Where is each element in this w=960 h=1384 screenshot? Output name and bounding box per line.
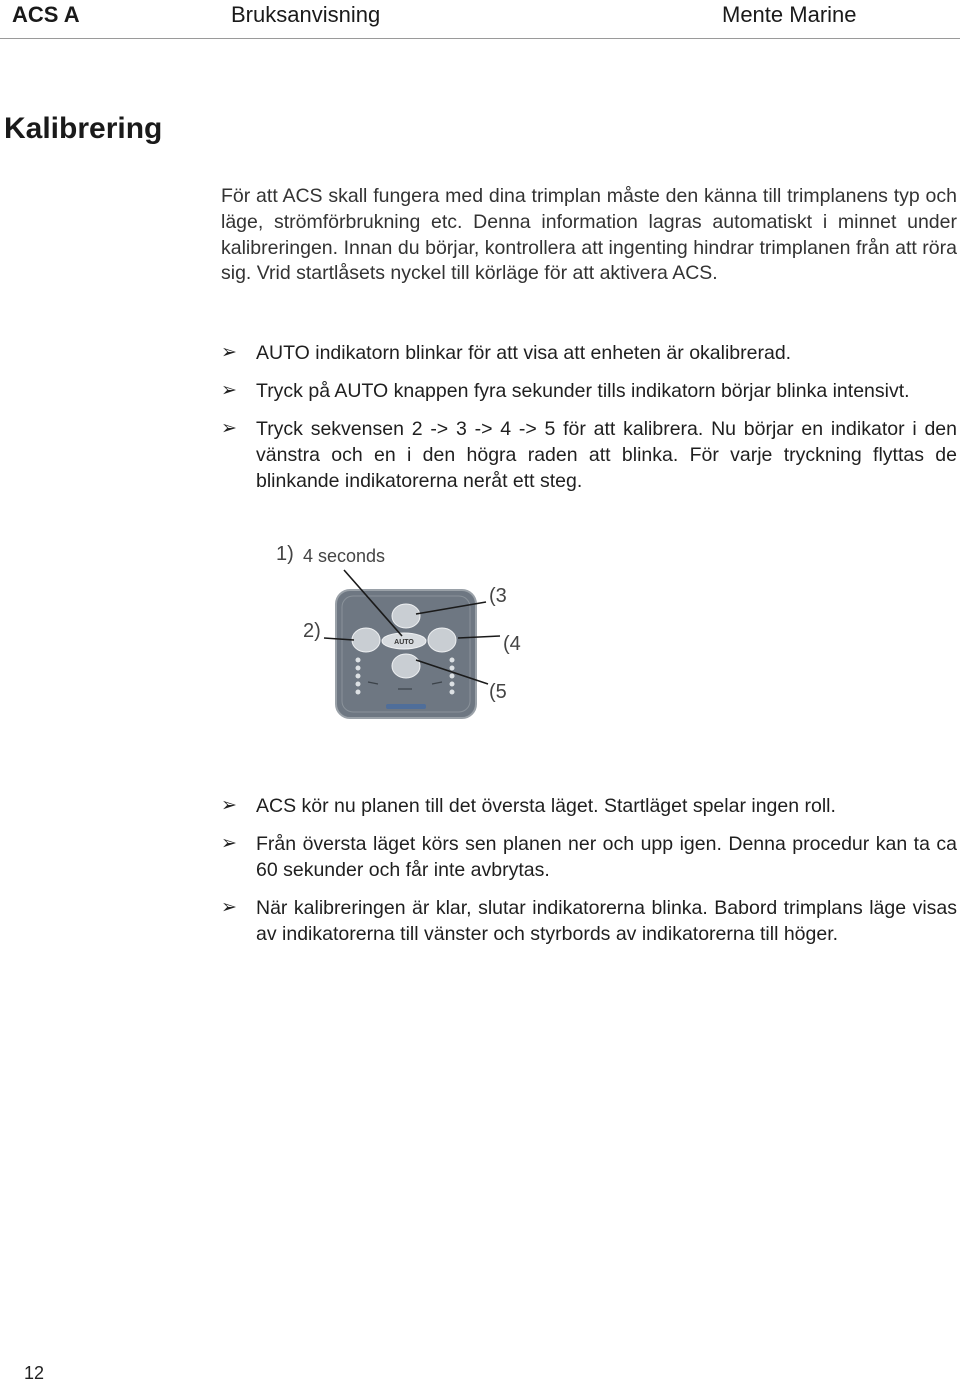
page-number: 12 (24, 1363, 45, 1383)
button-down (392, 654, 420, 678)
page-header (0, 0, 960, 39)
step-1-text: 4 seconds (303, 546, 386, 566)
brand-logo-strip (386, 704, 426, 709)
arrow-bullet-icon: ➢ (221, 418, 237, 439)
arrow-bullet-icon: ➢ (221, 342, 237, 363)
list-item-text: När kalibreringen är klar, slutar indikatorerna blinka. Babord trimplans läge visas av indikatorerna till vänster och styrbords av indikatorerna till höger. (256, 897, 957, 945)
list-item-text: Tryck på AUTO knappen fyra sekunder tills indikatorn börjar blinka intensivt. (256, 380, 910, 402)
auto-button-text: AUTO (394, 639, 414, 646)
intro-paragraph: För att ACS skall fungera med dina trimplan måste den känna till trimplanens typ och läge, strömförbrukning etc. Denna information lagras automatiskt i minnet under kalibreringen. Innan du börjar, kontrollera att ingenting hindrar trimplanen från att röra sig. Vrid startlåsets nyckel till körläge för att aktivera ACS. (221, 185, 957, 285)
header-company: Mente Marine (722, 2, 857, 27)
list-item (221, 378, 957, 404)
list-item-text: ACS kör nu planen till det översta läget. Startläget spelar ingen roll. (256, 795, 836, 817)
list-item (221, 831, 957, 883)
list-item (221, 340, 957, 366)
bullet-list-top (221, 340, 957, 506)
step-3-label: (3 (489, 585, 507, 607)
list-item-text: AUTO indikatorn blinkar för att visa att enheten är okalibrerad. (256, 342, 792, 364)
step-2-label: 2) (303, 620, 321, 642)
list-item (221, 895, 957, 947)
arrow-bullet-icon: ➢ (221, 833, 237, 854)
list-item (221, 416, 957, 494)
bullet-list-bottom (221, 793, 957, 959)
control-panel-image (262, 532, 542, 732)
header-doc-type: Bruksanvisning (231, 2, 381, 27)
header-doc-id: ACS A (12, 2, 80, 27)
list-item (221, 793, 957, 819)
arrow-bullet-icon: ➢ (221, 795, 237, 816)
button-right (428, 628, 456, 652)
list-item-text: Från översta läget körs sen planen ner och upp igen. Denna procedur kan ta ca 60 sekunder och får inte avbrytas. (256, 833, 957, 881)
step-4-label: (4 (503, 633, 521, 655)
button-up (392, 604, 420, 628)
arrow-bullet-icon: ➢ (221, 897, 237, 918)
section-title: Kalibrering (4, 112, 163, 145)
step-1-label: 1) (276, 543, 294, 565)
list-item-text: Tryck sekvensen 2 -> 3 -> 4 -> 5 för att kalibrera. Nu börjar en indikator i den vänstra och en i den högra raden att blinka. För varje tryckning flyttas de blinkande indikatorerna neråt ett steg. (256, 418, 957, 492)
button-left (352, 628, 380, 652)
step-5-label: (5 (489, 681, 507, 703)
arrow-bullet-icon: ➢ (221, 380, 237, 401)
